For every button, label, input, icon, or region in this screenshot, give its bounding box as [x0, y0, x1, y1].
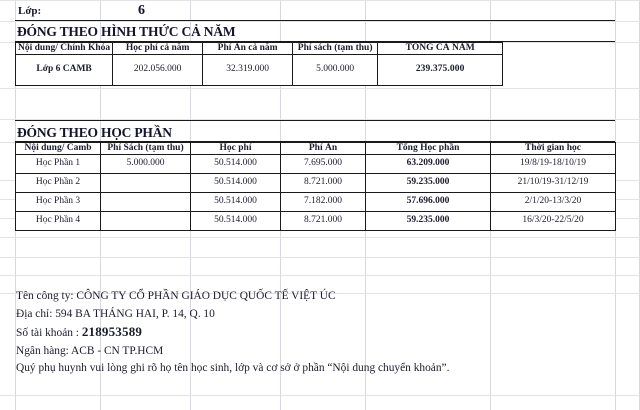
cell-total: 57.696.000: [366, 192, 491, 211]
cell-meal: 8.721.000: [281, 173, 366, 192]
cell-tuition: 50.514.000: [191, 173, 281, 192]
table-header-row: [16, 43, 503, 55]
col-header-book: Phí sách (tạm thu): [293, 43, 378, 55]
cell-tuition: 50.514.000: [191, 154, 281, 173]
section-title-yearly: ĐÓNG THEO HÌNH THỨC CẢ NĂM: [17, 24, 236, 39]
transfer-note-line: Quý phụ huynh vui lòng ghi rõ họ tên học sinh, lớp và cơ sở ở phần “Nội dung chuyển khoản”.: [16, 362, 450, 375]
table-row: [16, 173, 616, 192]
cell-period: 2/1/20-13/3/20: [491, 192, 616, 211]
company-name-line: Tên công ty: CÔNG TY CỔ PHẦN GIÁO DỤC QUỐC TẾ VIỆT ÚC: [16, 290, 336, 302]
cell-book: [101, 211, 191, 230]
account-number: 218953589: [81, 324, 143, 340]
col-header-content: Nội dung/ Chính Khóa: [16, 43, 113, 55]
address-line: Địa chỉ: 594 BA THÁNG HAI, P. 14, Q. 10: [16, 307, 215, 320]
cell-book: 5.000.000: [293, 54, 378, 85]
class-label: Lớp:: [18, 5, 42, 17]
col-header-book: Phí Sách (tạm thu): [101, 143, 191, 155]
yearly-fee-table-wrap: [15, 42, 503, 86]
col-header-tuition: Học phí cả năm: [113, 43, 203, 55]
row-label: Lớp 6 CAMB: [16, 54, 113, 85]
term-fee-table-wrap: [15, 142, 616, 231]
row-label: Học Phần 3: [16, 192, 101, 211]
cell-tuition: 50.514.000: [191, 211, 281, 230]
cell-book: [101, 192, 191, 211]
bank-line: Ngân hàng: ACB - CN TP.HCM: [16, 344, 164, 357]
cell-book: 5.000.000: [101, 154, 191, 173]
section-title-term: ĐÓNG THEO HỌC PHẦN: [17, 125, 172, 140]
payment-info-block: [16, 288, 630, 378]
cell-total: 59.235.000: [366, 211, 491, 230]
col-header-period: Thời gian học: [491, 143, 616, 155]
cell-meal: 7.182.000: [281, 192, 366, 211]
yearly-fee-table: [15, 42, 503, 86]
account-line: [16, 323, 630, 343]
cell-tuition: 50.514.000: [191, 192, 281, 211]
col-header-tuition: Học phí: [191, 143, 281, 155]
term-fee-table: [15, 142, 616, 231]
table-row: [16, 211, 616, 230]
account-label: Số tài khoản :: [16, 327, 82, 340]
cell-period: 16/3/20-22/5/20: [491, 211, 616, 230]
cell-meal: 8.721.000: [281, 211, 366, 230]
class-value: 6: [138, 3, 145, 18]
cell-book: [101, 173, 191, 192]
cell-period: 21/10/19-31/12/19: [491, 173, 616, 192]
section-rule: [15, 120, 615, 121]
cell-meal: 7.695.000: [281, 154, 366, 173]
col-header-meal: Phí Ăn cả năm: [203, 43, 293, 55]
row-label: Học Phần 2: [16, 173, 101, 192]
cell-period: 19/8/19-18/10/19: [491, 154, 616, 173]
cell-meal: 32.319.000: [203, 54, 293, 85]
cell-total: 63.209.000: [366, 154, 491, 173]
col-header-content: Nội dung/ Camb: [16, 143, 101, 155]
table-row: [16, 154, 616, 173]
row-label: Học Phần 4: [16, 211, 101, 230]
row-label: Học Phần 1: [16, 154, 101, 173]
cell-grand-total: 239.375.000: [378, 54, 503, 85]
cell-tuition: 202.056.000: [113, 54, 203, 85]
col-header-total: TỔNG CẢ NĂM: [378, 43, 503, 55]
table-row: [16, 192, 616, 211]
cell-total: 59.235.000: [366, 173, 491, 192]
section-rule: [15, 20, 615, 21]
table-row: [16, 54, 503, 85]
col-header-meal: Phí Ăn: [281, 143, 366, 155]
col-header-total: Tổng Học phần: [366, 143, 491, 155]
table-header-row: [16, 143, 616, 155]
